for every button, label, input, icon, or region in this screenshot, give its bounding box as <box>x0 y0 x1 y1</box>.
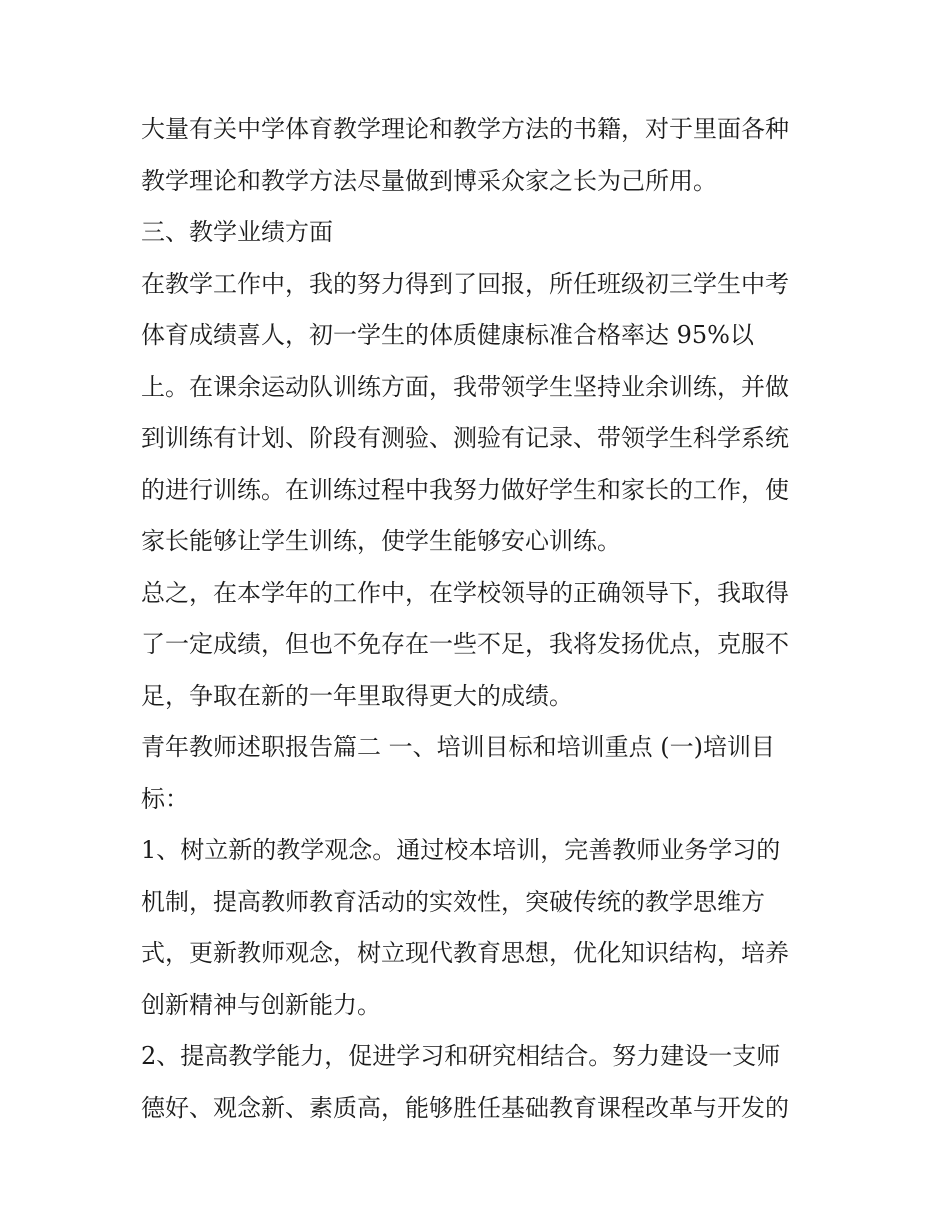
text-line: 足，争取在新的一年里取得更大的成绩。 <box>141 681 573 710</box>
text-line: 教学理论和教学方法尽量做到博采众家之长为己所用。 <box>141 166 717 195</box>
text-line: 了一定成绩，但也不免存在一些不足，我将发扬优点，克服不 <box>141 630 789 658</box>
text-line: 的进行训练。在训练过程中我努力做好学生和家长的工作，使 <box>141 475 789 504</box>
section-heading: 三、教学业绩方面 <box>141 218 333 246</box>
text-line: 体育成绩喜人，初一学生的体质健康标准合格率达 95%以 <box>141 321 754 349</box>
text-line: 家长能够让学生训练，使学生能够安心训练。 <box>141 527 621 555</box>
text-line: 上。在课余运动队训练方面，我带领学生坚持业余训练，并做 <box>141 372 789 401</box>
text-line: 大量有关中学体育教学理论和教学方法的书籍，对于里面各种 <box>141 115 789 143</box>
text-line: 2、提高教学能力，促进学习和研究相结合。努力建设一支师 <box>141 1042 781 1070</box>
text-line: 总之，在本学年的工作中，在学校领导的正确领导下，我取得 <box>141 578 789 607</box>
document-body <box>141 104 831 1134</box>
text-line: 创新精神与创新能力。 <box>141 990 381 1019</box>
text-line: 式，更新教师观念，树立现代教育思想，优化知识结构，培养 <box>141 939 789 967</box>
text-line: 1、树立新的教学观念。通过校本培训，完善教师业务学习的 <box>141 836 781 864</box>
text-line: 标： <box>141 784 189 813</box>
text-line: 机制，提高教师教育活动的实效性，突破传统的教学思维方 <box>141 887 765 916</box>
text-line: 到训练有计划、阶段有测验、测验有记录、带领学生科学系统 <box>141 424 789 452</box>
text-line: 青年教师述职报告篇二 一、培训目标和培训重点 (一)培训目 <box>141 733 775 761</box>
text-line: 在教学工作中，我的努力得到了回报，所任班级初三学生中考 <box>141 269 789 298</box>
text-line: 德好、观念新、素质高，能够胜任基础教育课程改革与开发的 <box>141 1093 789 1122</box>
